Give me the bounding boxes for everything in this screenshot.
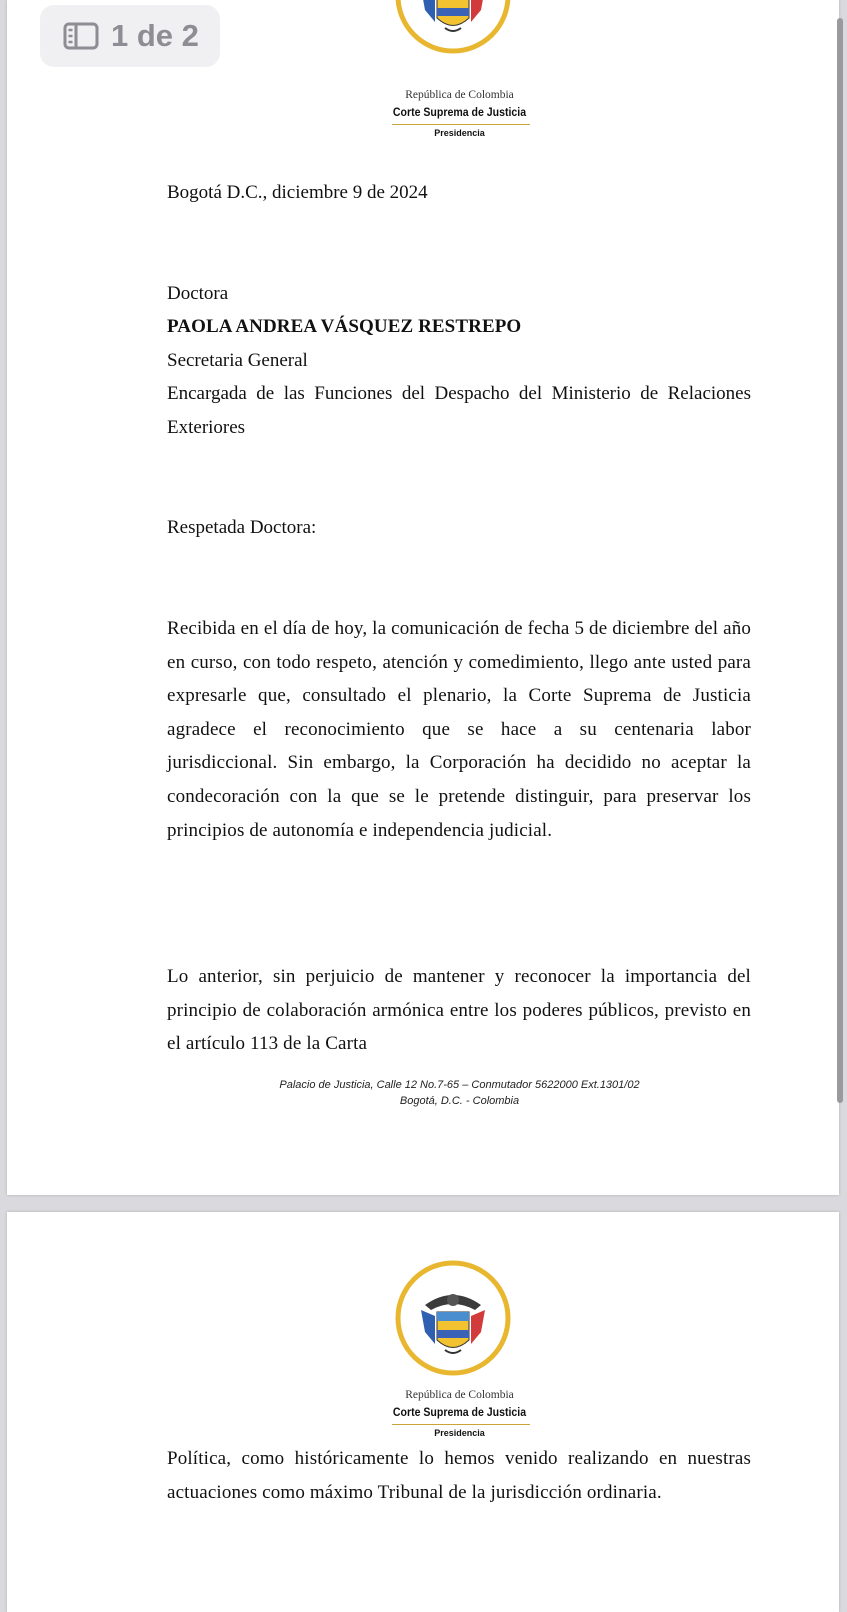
letterhead-presidency: Presidencia [434, 1428, 485, 1438]
recipient-name: PAOLA ANDREA VÁSQUEZ RESTREPO [167, 316, 522, 337]
sidebar-toggle-icon [63, 22, 99, 50]
letterhead-divider [392, 1424, 530, 1425]
letterhead-divider [392, 124, 530, 125]
vertical-scrollbar[interactable] [837, 18, 843, 1103]
recipient-office: Encargada de las Funciones del Despacho del Ministerio de Relaciones Exteriores [167, 383, 751, 438]
page-counter-label: 1 de 2 [111, 18, 199, 53]
letterhead-court: Corte Suprema de Justicia [392, 105, 527, 119]
colombia-coat-of-arms-seal [395, 0, 511, 54]
letter-paragraph-1: Recibida en el día de hoy, la comunicación de fecha 5 de diciembre del año en curso, con todo respeto, atención y comedimiento, llego ante usted para expresarle que, consultado el plenario, la Corte Suprema de Justicia agradece el reconocimiento que se hace a su centenaria labor jurisdiccional. Sin embargo, la Corporación ha decidido no aceptar la condecoración con la que se le pretende distinguir, para preservar los principios de autonomía e independencia judicial. [167, 618, 751, 841]
document-page-1 [7, 0, 839, 1195]
letterhead-republic: República de Colombia [405, 89, 514, 101]
footer-city: Bogotá, D.C. - Colombia [399, 1095, 520, 1107]
letter-greeting: Respetada Doctora: [167, 517, 317, 538]
colombia-coat-of-arms-seal [395, 1260, 511, 1376]
letterhead-court: Corte Suprema de Justicia [392, 1405, 527, 1419]
letterhead-presidency: Presidencia [434, 128, 485, 138]
page-counter-badge[interactable] [40, 5, 220, 67]
footer-address: Palacio de Justicia, Calle 12 No.7-65 – Conmutador 5622000 Ext.1301/02 [279, 1079, 640, 1091]
recipient-title: Doctora [167, 283, 229, 304]
letter-date: Bogotá D.C., diciembre 9 de 2024 [167, 182, 428, 203]
letter-paragraph-2-start: Lo anterior, sin perjuicio de mantener y reconocer la importancia del principio de colaboración armónica entre los poderes públicos, previsto en el artículo 113 de la Carta [167, 966, 751, 1055]
document-page-2 [7, 1212, 839, 1612]
recipient-role: Secretaria General [167, 350, 308, 371]
letter-paragraph-2-end: Política, como históricamente lo hemos venido realizando en nuestras actuaciones como máximo Tribunal de la jurisdicción ordinaria. [167, 1448, 751, 1503]
letterhead-republic: República de Colombia [405, 1389, 514, 1401]
